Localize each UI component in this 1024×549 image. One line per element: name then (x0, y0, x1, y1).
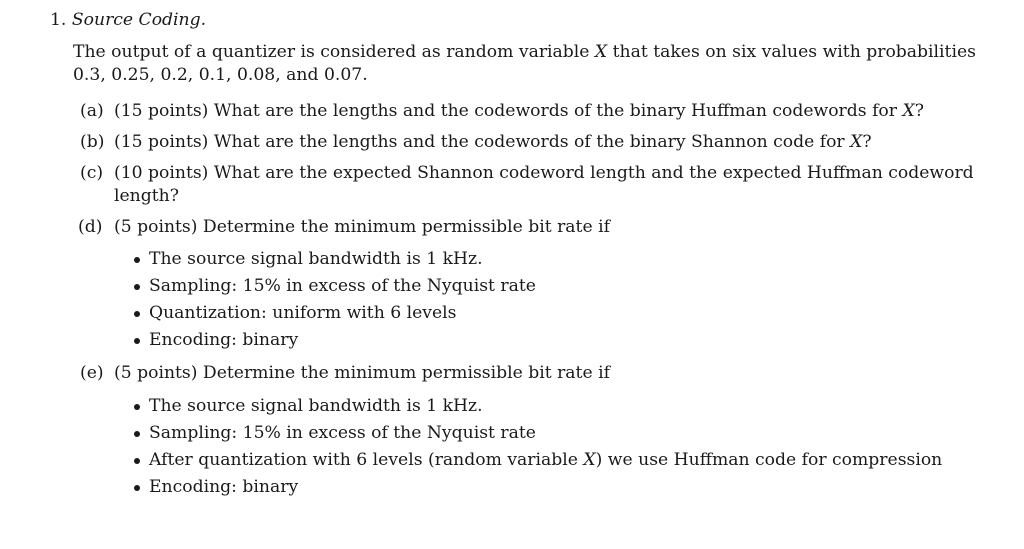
intro-line-1 (73, 41, 976, 63)
problem-header (50, 9, 206, 31)
part-b-text (114, 131, 872, 153)
part-c-line-2: length? (114, 186, 179, 206)
intro-text-pre: The output of a quantizer is considered as random variable (73, 42, 595, 62)
part-e-bullet-1: The source signal bandwidth is 1 kHz. (149, 396, 483, 416)
part-e-bullet-3-post: ) we use Huffman code for compression (595, 450, 943, 470)
part-d-bullet-1: The source signal bandwidth is 1 kHz. (149, 249, 483, 269)
bullet-icon (134, 458, 140, 464)
part-e-bullet-3 (149, 449, 942, 471)
bullet-icon (134, 485, 140, 491)
intro-line-2: 0.3, 0.25, 0.2, 0.1, 0.08, and 0.07. (73, 65, 368, 85)
part-e-bullet-3-variable: X (583, 450, 596, 470)
intro-variable: X (594, 42, 608, 62)
bullet-icon (134, 284, 140, 290)
bullet-icon (134, 257, 140, 263)
bullet-icon (134, 404, 140, 410)
part-d-bullet-4: Encoding: binary (149, 330, 299, 350)
part-a-variable: X (902, 101, 915, 121)
bullet-icon (134, 431, 140, 437)
part-d-text: (5 points) Determine the minimum permissible bit rate if (114, 217, 610, 237)
problem-number: 1. (50, 10, 67, 30)
part-c-line-1: (10 points) What are the expected Shannon codeword length and the expected Huffman codeword (114, 163, 974, 183)
part-a-text (114, 100, 924, 122)
part-e-bullet-2: Sampling: 15% in excess of the Nyquist rate (149, 423, 536, 443)
bullet-icon (134, 311, 140, 317)
part-b-label: (b) (80, 132, 105, 152)
problem-title: Source Coding. (71, 10, 207, 30)
part-a-text-post: ? (914, 101, 924, 121)
part-e-label: (e) (80, 363, 104, 383)
part-d-label: (d) (78, 217, 103, 237)
intro-text-post: that takes on six values with probabilities (607, 42, 976, 62)
part-e-bullet-4: Encoding: binary (149, 477, 299, 497)
part-b-variable: X (850, 132, 863, 152)
bullet-icon (134, 338, 140, 344)
part-a-text-pre: (15 points) What are the lengths and the codewords of the binary Huffman codewords for (114, 101, 903, 121)
part-d-bullet-3: Quantization: uniform with 6 levels (149, 303, 457, 323)
part-a-label: (a) (80, 101, 104, 121)
part-e-bullet-3-pre: After quantization with 6 levels (random variable (149, 450, 584, 470)
part-d-bullet-2: Sampling: 15% in excess of the Nyquist rate (149, 276, 536, 296)
part-c-label: (c) (80, 163, 104, 183)
part-b-text-post: ? (862, 132, 872, 152)
part-b-text-pre: (15 points) What are the lengths and the codewords of the binary Shannon code for (114, 132, 851, 152)
part-e-text: (5 points) Determine the minimum permissible bit rate if (114, 363, 610, 383)
